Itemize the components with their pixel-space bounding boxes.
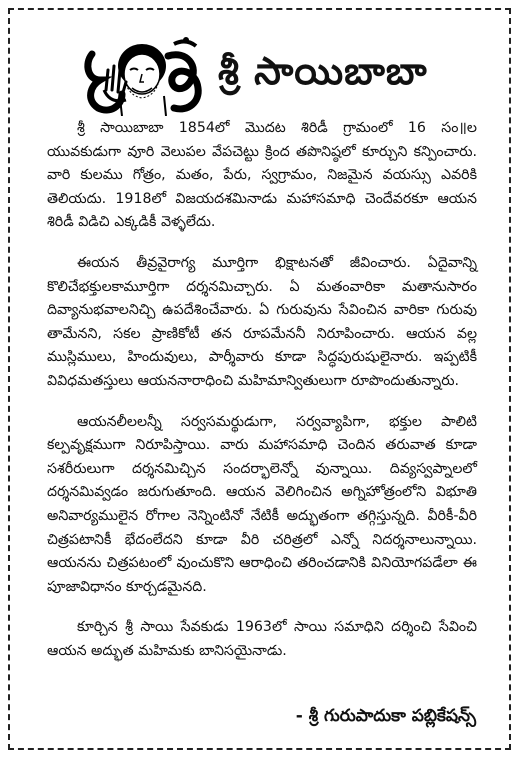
paragraph: కూర్చిన శ్రీ సాయి సేవకుడు 1963లో సాయి సమాధిని దర్శించి సేవించి ఆయన అద్భుత మహిమకు బానిసయైనాడు. <box>47 619 477 659</box>
publisher-signature: - శ్రీ గురుపాదుకా పబ్లికేషన్స్ <box>295 706 476 726</box>
sai-baba-om-logo <box>82 36 204 116</box>
page-title: శ్రీ సాయిబాబా <box>218 49 428 93</box>
header <box>0 28 520 118</box>
article-body <box>47 117 477 680</box>
paragraph: ఆయనలీలలన్నీ సర్వసమర్థుడుగా, సర్వవ్యాపిగా, భక్తుల పాలిటి కల్పవృక్షముగా నిరూపిస్తాయి. వారు మహాసమాధి చెందిన తరువాత కూడా సశరీరులుగా దర్శనమిచ్చిన సందర్భాలెన్నో వున్నాయి. దివ్యస్వప్నాలలో దర్శనమివ్వడం జరుగుతూంది. ఆయన వెలిగించిన అగ్నిహోత్రంలోని విభూతి అనివార్యములైన రోగాల నెన్నింటినో నేటికీ అద్భుతంగా తగ్గిస్తున్నది. వీరికీ-వీరి చిత్రపటానికీ భేదంలేదని కూడా వీరి చరిత్రలో ఎన్నో నిదర్శనాలున్నాయి. ఆయనను చిత్రపటంలో వుంచుకొని ఆరాధించి తరించడానికి వినియోగపడేలా ఈ పూజావిధానం కూర్చడమైనది. <box>47 413 477 595</box>
paragraph: ఈయన తీవ్రవైరాగ్య మూర్తిగా భిక్షాటనతో జీవించారు. ఏదైవాన్ని కొలిచేభక్తులకామూర్తిగా దర్శనమిచ్చారు. ఏ మతంవారికా మతానుసారం దివ్యానుభవాలనిచ్చి ఉపదేశించేవారు. ఏ గురువును సేవించిన వారికా గురువు తామేనని, సకల ప్రాణికోటీ తన రూపమేననీ నిరూపించారు. ఆయన వల్ల ముస్లిములు, హిందువులు, పార్శీవారు కూడా సిద్ధపురుషులైనారు. ఇప్పటికీ వివిధమతస్తులు ఆయననారాధించి మహిమాన్వితులుగా రూపొందుతున్నారు. <box>47 254 477 389</box>
paragraph: శ్రీ సాయిబాబా 1854లో మొదట శిరిడీ గ్రామంలో 16 సం॥ల యువకుడుగా వూరి వెలుపల వేపచెట్టు క్రింద తపొనిష్ఠలో కూర్చుని కన్పించారు. వారి కులము గోత్రం, మతం, పేరు, స్వగ్రామం, నిజమైన వయస్సు ఎవరికి తెలియదు. 1918లో విజయదశమినాడు మహాసమాధి చెందేవరకూ ఆయన శిరిడీ విడిచి ఎక్కడికీ వెళ్ళలేదు. <box>47 120 477 231</box>
